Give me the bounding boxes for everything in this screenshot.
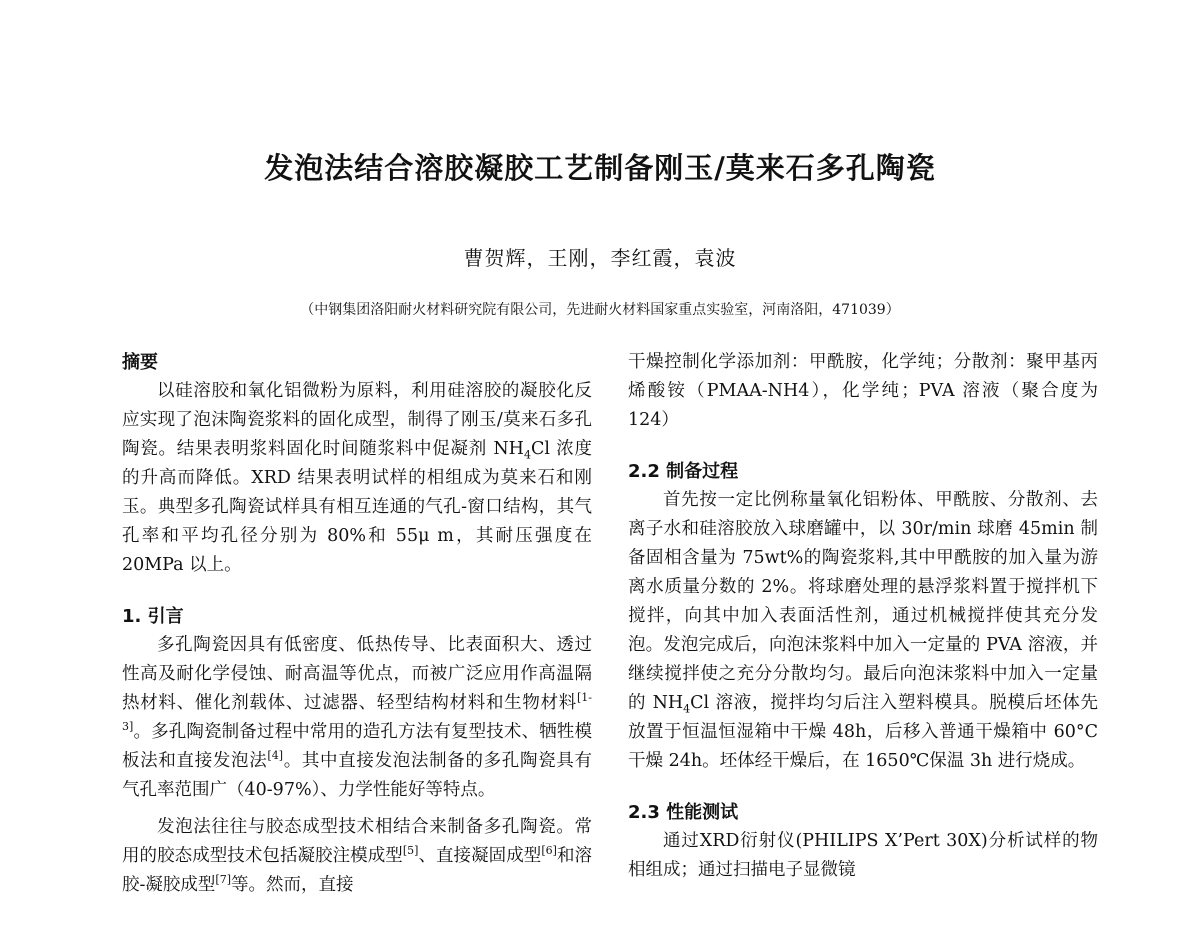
left-column [122, 348, 592, 900]
section-2-2-heading: 2.2 制备过程 [628, 461, 739, 482]
section-2-3-heading: 2.3 性能测试 [628, 802, 739, 823]
abstract-heading: 摘要 [122, 352, 158, 373]
section-2-3-body: 通过XRD衍射仪(PHILIPS X’Pert 30X)分析试样的物相组成；通过扫描电子显微镜 [628, 831, 1098, 880]
abstract-body: 以硅溶胶和氧化铝微粉为原料，利用硅溶胶的凝胶化反应实现了泡沫陶瓷浆料的固化成型，制得了刚玉/莫来石多孔陶瓷。结果表明浆料固化时间随浆料中促凝剂 $NH_4Cl$ 浓度的升高而降低。XRD 结果表明试样的相组成为莫来石和刚玉。典型多孔陶瓷试样具有相互连通的气孔-窗口结构，其气孔率和平均孔径分别为 80%和 55μ m，其耐压强度在 20MPa 以上。 [122, 381, 592, 575]
paper-title: 发泡法结合溶胶凝胶工艺制备刚玉/莫来石多孔陶瓷 [264, 151, 936, 185]
citation-7: [7] [215, 873, 232, 887]
affiliation: （中钢集团洛阳耐火材料研究院有限公司，先进耐火材料国家重点实验室，河南洛阳，471039） [300, 302, 900, 318]
authors: 曹贺辉，王刚，李红霞，袁波 [463, 246, 737, 270]
citation-1-3: [1-3] [122, 691, 592, 734]
section-2-2-body: 首先按一定比例称量氧化铝粉体、甲酰胺、分散剂、去离子水和硅溶胶放入球磨罐中，以 30r/min 球磨 45min 制备固相含量为 75wt%的陶瓷浆料,其中甲酰胺的加入量为游离水质量分数的 2%。将球磨处理的悬浮浆料置于搅拌机下搅拌，向其中加入表面活性剂，通过机械搅拌使其充分发泡。发泡完成后，向泡沫浆料中加入一定量的 PVA 溶液，并继续搅拌使之充分分散均匀。最后向泡沫浆料中加入一定量的 $NH_4Cl$ 溶液，搅拌均匀后注入塑料模具。脱模后坯体先放置于恒温恒湿箱中干燥 48h，后移入普通干燥箱中 60°C 干燥 24h。坯体经干燥后，在 1650℃保温 3h 进行烧成。 [628, 490, 1098, 771]
intro-heading: 1. 引言 [122, 606, 184, 627]
right-column [628, 348, 1098, 885]
citation-5: [5] [402, 844, 419, 858]
citation-6: [6] [541, 844, 557, 858]
intro-paragraph-1: 多孔陶瓷因具有低密度、低热传导、比表面积大、透过性高及耐化学侵蚀、耐高温等优点，而被广泛应用作高温隔热材料、催化剂载体、过滤器、轻型结构材料和生物材料[1-3]。多孔陶瓷制备过程中常用的造孔方法有复型技术、牺牲模板法和直接发泡法[4]。其中直接发泡法制备的多孔陶瓷具有气孔率范围广（40-97%）、力学性能好等特点。 [122, 635, 593, 800]
intro-paragraph-2: 发泡法往往与胶态成型技术相结合来制备多孔陶瓷。常用的胶态成型技术包括凝胶注模成型[5]、直接凝固成型[6]和溶胶-凝胶成型[7]等。然而，直接 [122, 817, 593, 895]
materials-tail: 干燥控制化学添加剂：甲酰胺，化学纯；分散剂：聚甲基丙烯酸铵（PMAA-NH4），化学纯；PVA 溶液（聚合度为 124） [628, 352, 1098, 430]
citation-4: [4] [267, 749, 284, 763]
